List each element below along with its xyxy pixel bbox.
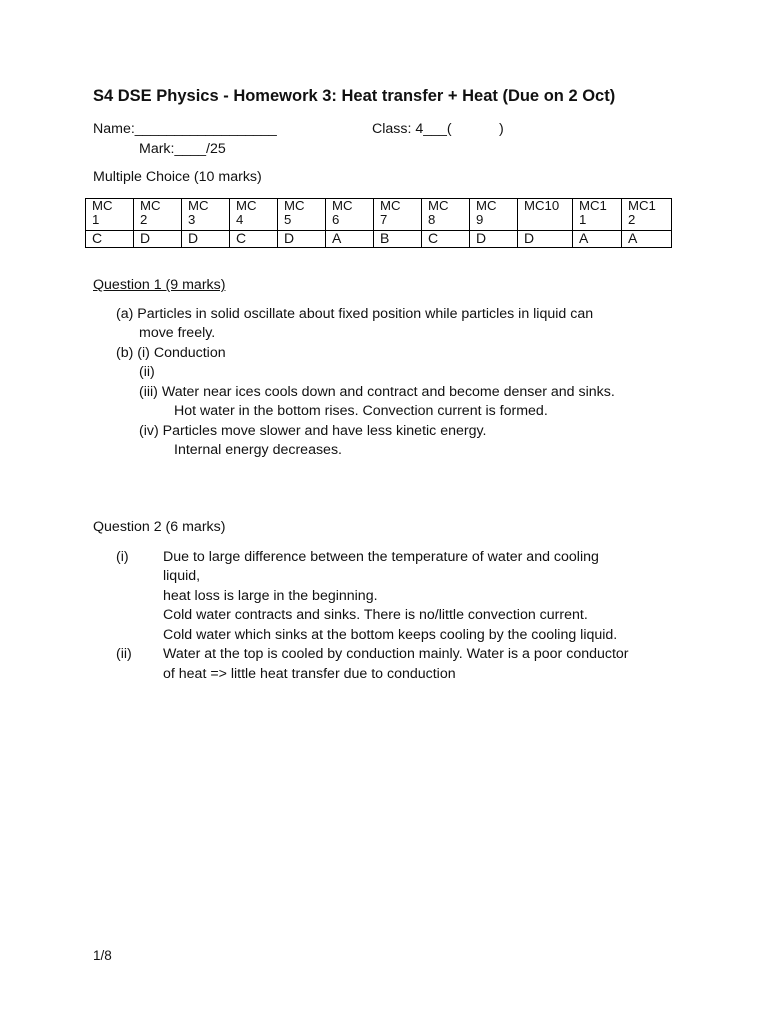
mc-header-cell: MC1 2 xyxy=(622,199,672,231)
q2-line: Cold water which sinks at the bottom keeps cooling by the cooling liquid. xyxy=(163,627,618,643)
q1-line: (a) Particles in solid oscillate about fixed position while particles in liquid can xyxy=(116,306,594,322)
mc-header-cell: MC 1 xyxy=(86,199,134,231)
mc-answer-table xyxy=(85,198,672,248)
q2-heading: Question 2 (6 marks) xyxy=(93,519,226,535)
name-field: Name:__________________ xyxy=(93,121,277,137)
mc-header-cell: MC 3 xyxy=(182,199,230,231)
mc-header-cell: MC 9 xyxy=(470,199,518,231)
q2-part-label: (ii) xyxy=(116,646,132,662)
mc-header-row xyxy=(86,199,672,231)
q2-line: Cold water contracts and sinks. There is no/little convection current. xyxy=(163,607,588,623)
q2-line: Water at the top is cooled by conduction mainly. Water is a poor conductor xyxy=(163,646,629,662)
mc-answer-cell: C xyxy=(230,231,278,248)
q2-line: Due to large difference between the temperature of water and cooling xyxy=(163,549,599,565)
q2-line: liquid, xyxy=(163,568,201,584)
mc-header-cell: MC 5 xyxy=(278,199,326,231)
q1-line: (iv) Particles move slower and have less kinetic energy. xyxy=(139,423,487,439)
mc-header-cell: MC 7 xyxy=(374,199,422,231)
mc-header-cell: MC 8 xyxy=(422,199,470,231)
q1-line: (b) (i) Conduction xyxy=(116,345,226,361)
q2-line: of heat => little heat transfer due to conduction xyxy=(163,666,456,682)
mc-answer-row xyxy=(86,231,672,248)
mc-answer-cell: D xyxy=(470,231,518,248)
mc-answer-cell: B xyxy=(374,231,422,248)
mc-header-cell: MC 4 xyxy=(230,199,278,231)
mc-answer-cell: C xyxy=(86,231,134,248)
mc-answer-cell: D xyxy=(518,231,573,248)
mc-answer-cell: A xyxy=(573,231,622,248)
q1-line: (iii) Water near ices cools down and contract and become denser and sinks. xyxy=(139,384,615,400)
q2-part-label: (i) xyxy=(116,549,129,565)
q1-line: Internal energy decreases. xyxy=(174,442,342,458)
q1-heading: Question 1 (9 marks) xyxy=(93,277,226,293)
document-title: S4 DSE Physics - Homework 3: Heat transfer + Heat (Due on 2 Oct) xyxy=(93,87,616,105)
mc-heading: Multiple Choice (10 marks) xyxy=(93,169,262,185)
q2-line: heat loss is large in the beginning. xyxy=(163,588,378,604)
class-field: Class: 4___( ) xyxy=(372,121,504,137)
mark-field: Mark:____/25 xyxy=(139,141,226,157)
page-number: 1/8 xyxy=(93,948,112,963)
mc-answer-cell: A xyxy=(622,231,672,248)
mc-answer-cell: A xyxy=(326,231,374,248)
q1-line: Hot water in the bottom rises. Convection current is formed. xyxy=(174,403,548,419)
q1-line: move freely. xyxy=(139,325,216,341)
q1-line: (ii) xyxy=(139,364,155,380)
mc-header-cell: MC 6 xyxy=(326,199,374,231)
mc-header-cell: MC1 1 xyxy=(573,199,622,231)
mc-answer-cell: D xyxy=(278,231,326,248)
mc-header-cell: MC 2 xyxy=(134,199,182,231)
mc-header-cell: MC10 xyxy=(518,199,573,231)
mc-answer-cell: C xyxy=(422,231,470,248)
mc-answer-cell: D xyxy=(134,231,182,248)
mc-answer-cell: D xyxy=(182,231,230,248)
